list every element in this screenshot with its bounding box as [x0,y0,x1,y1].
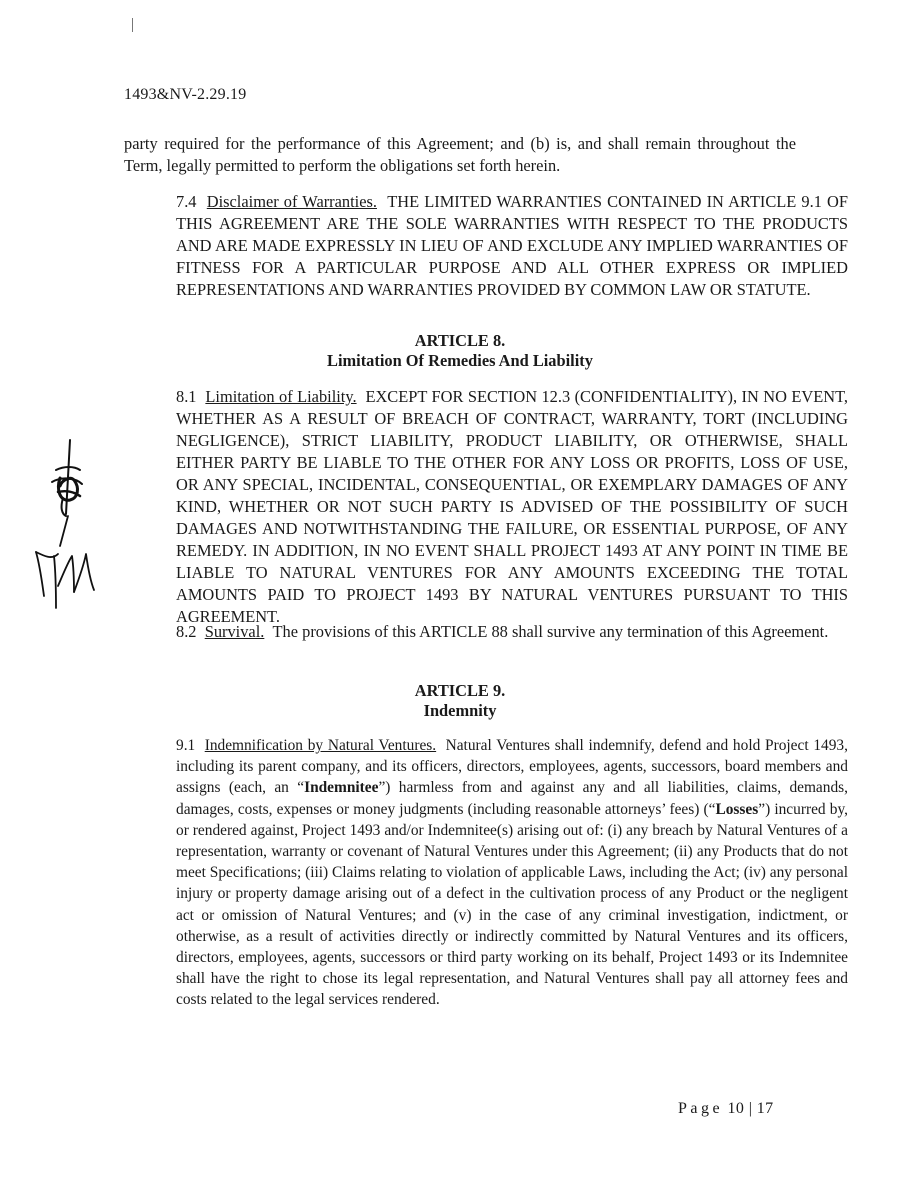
section-8-1 [124,386,848,628]
continued-paragraph: party required for the performance of this Agreement; and (b) is, and shall remain throughout the Term, legally permitted to perform the obligations set forth herein. [124,134,796,175]
section-body-c: ”) incurred by, or rendered against, Project 1493 and/or Indemnitee(s) arising out of: (i) any breach by Natural Ventures of a representation, warranty or covenant of Natural Ventures under this Agreement; (ii) any Products that do not meet Specifications; (iii) Claims relating to violation of applicable Laws, including the Act; (iv) any personal injury or property damage arising out of a defect in the cultivation process of any Product or the negligent act or omission of Natural Ventures; and (v) in the case of any criminal investigation, indictment, or otherwise, as a result of activities directly or indirectly committed by Natural Ventures and its officers, directors, employees, agents, successors or third party working on its behalf, Project 1493 or its Indemnitee shall have the right to chose its legal representation, and Natural Ventures shall pay all attorney fees and costs related to the legal services rendered. [176,800,848,1009]
section-body: THE LIMITED WARRANTIES CONTAINED IN ARTICLE 9.1 OF THIS AGREEMENT ARE THE SOLE WARRANTIES WITH RESPECT TO THE PRODUCTS AND ARE MADE EXPRESSLY IN LIEU OF AND EXCLUDE ANY IMPLIED WARRANTIES OF FITNESS FOR A PARTICULAR PURPOSE AND ALL OTHER EXPRESS OR IMPLIED REPRESENTATIONS AND WARRANTIES PROVIDED BY COMMON LAW OR STATUTE. [176,192,849,299]
page-count: 10 | 17 [727,1100,774,1117]
article-9-number: ARTICLE 9. [414,681,506,700]
section-8-2 [124,621,848,643]
section-7-4 [124,191,848,301]
section-body-a: Natural Ventures shall indemnify, defend and hold Project 1493, including its parent company, and its officers, directors, employees, agents, successors, board members and assigns (each, an “ [176,737,848,797]
defined-term-losses: Losses [715,800,759,818]
section-number: 9.1 [176,737,196,754]
section-title: Indemnification by Natural Ventures. [204,737,437,754]
section-9-1 [124,735,848,1011]
article-8-title: Limitation Of Remedies And Liability [327,351,593,370]
section-title: Limitation of Liability. [205,387,357,406]
article-8-number: ARTICLE 8. [414,331,506,350]
scan-mark [132,18,133,32]
section-number: 8.1 [176,387,197,406]
document-id: 1493&NV-2.29.19 [124,86,247,103]
page-number [678,1100,774,1118]
section-body: The provisions of this ARTICLE 88 shall survive any termination of this Agreement. [272,622,829,641]
defined-term-indemnitee: Indemnitee [304,779,379,797]
article-9-title: Indemnity [423,701,497,720]
page-label: Page [678,1100,724,1117]
section-body-b: ”) harmless from and against any and all liabilities, claims, demands, damages, costs, expenses or money judgments (including reasonable attorneys’ fees) (“ [176,779,848,818]
section-body: EXCEPT FOR SECTION 12.3 (CONFIDENTIALITY), IN NO EVENT, WHETHER AS A RESULT OF BREACH OF CONTRACT, WARRANTY, TORT (INCLUDING NEGLIGENCE), STRICT LIABILITY, PRODUCT LIABILITY, OR OTHERWISE, SHALL EITHER PARTY BE LIABLE TO THE OTHER FOR ANY LOSS OR PROFITS, LOSS OF USE, OR ANY SPECIAL, INCIDENTAL, CONSEQUENTIAL, OR EXEMPLARY DAMAGES OF ANY KIND, WHETHER OR NOT SUCH PARTY IS ADVISED OF THE POSSIBILITY OF SUCH DAMAGES AND NOTWITHSTANDING THE FAILURE, OR ESSENTIAL PURPOSE, OF ANY REMEDY. IN ADDITION, IN NO EVENT SHALL PROJECT 1493 AT ANY POINT IN TIME BE LIABLE TO NATURAL VENTURES FOR ANY AMOUNTS EXCEEDING THE TOTAL AMOUNTS PAID TO PROJECT 1493 BY NATURAL VENTURES PURSUANT TO THIS AGREEMENT. [176,387,848,626]
section-number: 8.2 [176,622,197,641]
section-number: 7.4 [176,192,197,211]
section-title: Disclaimer of Warranties. [206,192,377,211]
section-title: Survival. [204,622,265,641]
handwritten-initials [30,436,100,612]
